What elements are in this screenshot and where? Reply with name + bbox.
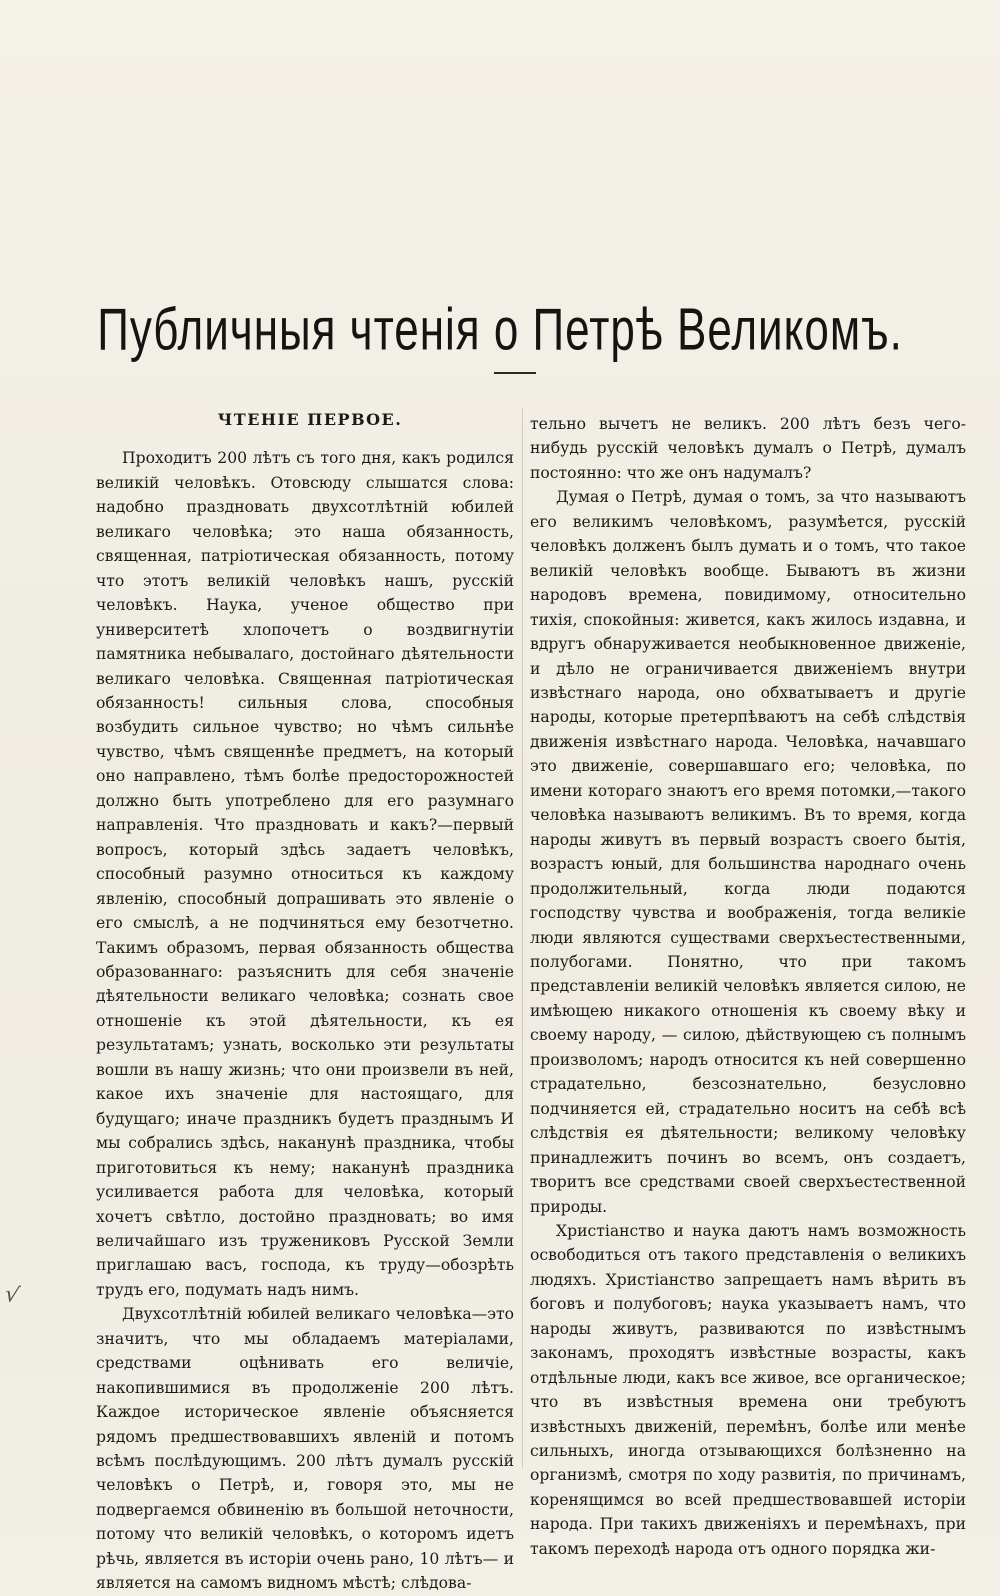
- paragraph: Двухсотлѣтній юбилей великаго человѣка—это значитъ, что мы обладаемъ матеріалами, средствами оцѣнивать его величіе, накопившимися въ продолженіе 200 лѣтъ. Каждое историческое явленіе объясняется рядомъ предшествовавшихъ явленій и потомъ всѣмъ послѣдующимъ. 200 лѣтъ думалъ русскій человѣкъ о Петрѣ, и, говоря это, мы не подвергаемся обвиненію въ большой неточности, потому что великій человѣкъ, о которомъ идетъ рѣчь, является въ исторіи очень рано, 10 лѣтъ— и является на самомъ видномъ мѣстѣ; слѣдова-: [96, 1305, 514, 1593]
- article-title: Публичныя чтенія о Петрѣ Великомъ.: [97, 297, 903, 364]
- right-column: [530, 412, 966, 1561]
- paragraph: Думая о Петрѣ, думая о томъ, за что называютъ его великимъ человѣкомъ, разумѣется, русскій человѣкъ долженъ былъ думать и о томъ, что такое великій человѣкъ вообще. Бываютъ въ жизни народовъ времена, повидимому, относительно тихія, спокойныя: живется, какъ жилось издавна, и вдругъ обнаруживается необыкновенное движеніе, и дѣло не ограничивается движеніемъ внутри извѣстнаго народа, оно обхватываетъ и другіе народы, которые претерпѣваютъ на себѣ слѣдствія движенія извѣстнаго народа. Человѣка, начавшаго это движеніе, совершавшаго его; человѣка, по имени котораго знаютъ его время потомки,—такого человѣка называютъ великимъ. Въ то время, когда народы живутъ въ первый возрастъ своего бытія, возрастъ юный, для большинства народнаго очень продолжительный, когда люди подаются господству чувства и воображенія, тогда великіе люди являются существами сверхъестественными, полубогами. Понятно, что при такомъ представленіи великій человѣкъ является силою, не имѣющею никакого отношенія къ своему вѣку и своему народу, — силою, дѣйствующею съ полнымъ произволомъ; народъ относится къ ней совершенно страдательно, безсознательно, безусловно подчиняется ей, страдательно носитъ на себѣ всѣ слѣдствія ея дѣятельности; великому человѣку принадлежитъ починъ во всемъ, онъ создаетъ, творитъ все средствами своей сверхъестественной природы.: [530, 488, 966, 1216]
- handwritten-check-mark: √: [2, 1281, 22, 1310]
- title-rule: [494, 372, 536, 374]
- paragraph: Христіанство и наука даютъ намъ возможность освободиться отъ такого представленія о великихъ людяхъ. Христіанство запрещаетъ намъ вѣрить въ боговъ и полубоговъ; наука указываетъ намъ, что народы живутъ, развиваются по извѣстнымъ законамъ, проходятъ извѣстные возрасты, какъ отдѣльные люди, какъ все живое, все органическое; что въ извѣстныя времена они требуютъ извѣстныхъ движеній, перемѣнъ, болѣе или менѣе сильныхъ, иногда отзывающихся болѣзненно на организмѣ, смотря по ходу развитія, по причинамъ, коренящимся во всей предшествовавшей исторіи народа. При такихъ движеніяхъ и перемѣнахъ, при такомъ переходѣ народа отъ одного порядка жи-: [530, 1221, 966, 1558]
- paragraph-continued: тельно вычетъ не великъ. 200 лѣтъ безъ чего-нибудь русскій человѣкъ думалъ о Петрѣ, думалъ постоянно: что же онъ надумалъ?: [530, 415, 966, 482]
- paragraph: Проходитъ 200 лѣтъ съ того дня, какъ родился великій человѣкъ. Отовсюду слышатся слова: надобно праздновать двухсотлѣтній юбилей великаго человѣка; это наша обязанность, священная, патріотическая обязанность, потому что этотъ великій человѣкъ нашъ, русскій человѣкъ. Наука, ученое общество при университетѣ хлопочетъ о воздвигнутіи памятника небывалаго, достойнаго дѣятельности великаго человѣка. Священная патріотическая обязанность! сильныя слова, способныя возбудить сильное чувство; но чѣмъ сильнѣе чувство, чѣмъ священнѣе предметъ, на который оно направлено, тѣмъ болѣе предосторожностей должно быть употреблено для его разумнаго направленія. Что праздновать и какъ?—первый вопросъ, который здѣсь задаетъ человѣкъ, способный разумно относиться къ каждому явленію, способный допрашивать это явленіе о его смыслѣ, а не подчиняться ему безотчетно. Такимъ образомъ, первая обязанность общества образованнаго: разъяснить для себя значеніе дѣятельности великаго человѣка; сознать свое отношеніе къ этой дѣятельности, къ ея результатамъ; узнать, восколько эти результаты вошли въ нашу жизнь; что они произвели въ ней, какое ихъ значеніе для настоящаго, для будущаго; иначе праздникъ будетъ празднымъ И мы собрались здѣсь, наканунѣ праздника, чтобы приготовиться къ нему; наканунѣ праздника усиливается работа для человѣка, который хочетъ свѣтло, достойно праздновать; во имя величайшаго изъ тружениковъ Русской Земли приглашаю васъ, господа, къ труду—обозрѣть трудъ его, подумать надъ нимъ.: [96, 449, 514, 1299]
- section-heading: ЧТЕНІЕ ПЕРВОЕ.: [217, 410, 403, 429]
- bleed-through-header: [70, 44, 950, 72]
- left-column: [96, 408, 514, 1596]
- column-divider: [522, 408, 523, 1468]
